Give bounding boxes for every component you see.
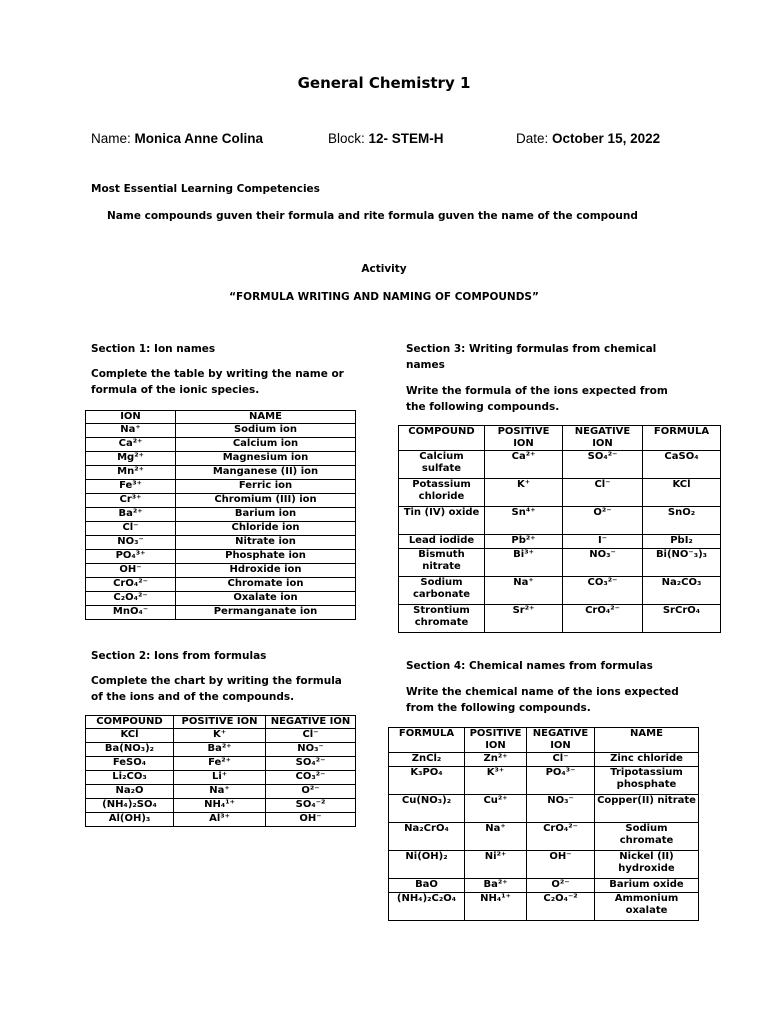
table-row: [389, 893, 699, 921]
table-cell: (NH₄)₂C₂O₄: [389, 893, 465, 921]
column-header: NEGATIVE ION: [563, 426, 643, 451]
table-cell: Cl⁻: [86, 522, 176, 536]
column-header: FORMULA: [389, 728, 465, 753]
date-value: October 15, 2022: [552, 131, 661, 146]
table-cell: CaSO₄: [643, 451, 721, 479]
column-header: NAME: [595, 728, 699, 753]
table-cell: K⁺: [174, 729, 266, 743]
table-cell: Chromium (III) ion: [176, 494, 356, 508]
table-cell: Ba²⁺: [86, 508, 176, 522]
table-cell: K³⁺: [465, 767, 527, 795]
table-row: [399, 577, 721, 605]
table-cell: K₃PO₄: [389, 767, 465, 795]
table-cell: Ba(NO₃)₂: [86, 743, 174, 757]
table-cell: Ni(OH)₂: [389, 851, 465, 879]
table-cell: NH₄¹⁺: [465, 893, 527, 921]
table-row: [389, 823, 699, 851]
table-cell: NO₃⁻: [563, 549, 643, 577]
section2-heading: Section 2: Ions from formulas: [91, 650, 267, 662]
column-header: POSITIVE ION: [465, 728, 527, 753]
column-header: NEGATIVE ION: [266, 716, 356, 729]
column-header: FORMULA: [643, 426, 721, 451]
table-cell: Oxalate ion: [176, 592, 356, 606]
section4-heading: Section 4: Chemical names from formulas: [406, 660, 653, 672]
table-cell: Na⁺: [465, 823, 527, 851]
block-label: Block:: [328, 131, 365, 146]
table-cell: Na₂CrO₄: [389, 823, 465, 851]
table-row: [86, 785, 356, 799]
section1-table: [85, 410, 356, 620]
table-cell: SrCrO₄: [643, 605, 721, 633]
section2-table: [85, 715, 356, 827]
table-cell: BaO: [389, 879, 465, 893]
table-cell: KCl: [86, 729, 174, 743]
table-cell: Ca²⁺: [86, 438, 176, 452]
table-cell: Ferric ion: [176, 480, 356, 494]
column-header: COMPOUND: [399, 426, 485, 451]
table-cell: K⁺: [485, 479, 563, 507]
table-cell: Na⁺: [86, 424, 176, 438]
table-cell: Na₂O: [86, 785, 174, 799]
table-cell: Tripotassium phosphate: [595, 767, 699, 795]
table-row: [399, 535, 721, 549]
student-block: [328, 131, 444, 146]
table-row: [399, 451, 721, 479]
table-row: [399, 479, 721, 507]
column-header: NEGATIVE ION: [527, 728, 595, 753]
competencies-heading: Most Essential Learning Competencies: [91, 183, 320, 195]
block-value: 12- STEM-H: [368, 131, 444, 146]
table-row: [86, 813, 356, 827]
table-cell: SnO₂: [643, 507, 721, 535]
table-cell: PbI₂: [643, 535, 721, 549]
table-row: [399, 549, 721, 577]
table-cell: Chloride ion: [176, 522, 356, 536]
column-header: POSITIVE ION: [174, 716, 266, 729]
table-cell: Permanganate ion: [176, 606, 356, 620]
table-cell: FeSO₄: [86, 757, 174, 771]
table-cell: Bismuth nitrate: [399, 549, 485, 577]
table-cell: Magnesium ion: [176, 452, 356, 466]
table-cell: Potassium chloride: [399, 479, 485, 507]
date-label: Date:: [516, 131, 549, 146]
table-cell: SO₄²⁻: [266, 757, 356, 771]
table-row: [389, 879, 699, 893]
table-cell: Calcium ion: [176, 438, 356, 452]
table-cell: Ammonium oxalate: [595, 893, 699, 921]
table-cell: MnO₄⁻: [86, 606, 176, 620]
column-header: POSITIVE ION: [485, 426, 563, 451]
table-cell: Mn²⁺: [86, 466, 176, 480]
table-cell: Sodium chromate: [595, 823, 699, 851]
table-row: [86, 578, 356, 592]
table-cell: Tin (IV) oxide: [399, 507, 485, 535]
table-cell: Sn⁴⁺: [485, 507, 563, 535]
column-header: NAME: [176, 411, 356, 424]
table-cell: OH⁻: [266, 813, 356, 827]
table-row: [86, 536, 356, 550]
table-row: [86, 466, 356, 480]
table-cell: O²⁻: [527, 879, 595, 893]
table-cell: Li⁺: [174, 771, 266, 785]
table-cell: Fe²⁺: [174, 757, 266, 771]
table-cell: Copper(II) nitrate: [595, 795, 699, 823]
table-row: [86, 729, 356, 743]
table-cell: Al(OH)₃: [86, 813, 174, 827]
table-row: [86, 743, 356, 757]
table-cell: Manganese (II) ion: [176, 466, 356, 480]
table-cell: Na⁺: [174, 785, 266, 799]
table-row: [389, 753, 699, 767]
table-row: [389, 795, 699, 823]
table-row: [86, 424, 356, 438]
table-cell: Sodium carbonate: [399, 577, 485, 605]
table-cell: Cl⁻: [266, 729, 356, 743]
table-row: [86, 592, 356, 606]
table-cell: Nitrate ion: [176, 536, 356, 550]
table-cell: CO₃²⁻: [563, 577, 643, 605]
table-row: [86, 438, 356, 452]
table-cell: Bi(NO⁻₃)₃: [643, 549, 721, 577]
section1-instructions: Complete the table by writing the name or formula of the ionic species.: [91, 368, 344, 396]
table-cell: Li₂CO₃: [86, 771, 174, 785]
table-cell: Sodium ion: [176, 424, 356, 438]
table-row: [86, 606, 356, 620]
table-row: [399, 605, 721, 633]
name-value: Monica Anne Colina: [134, 131, 264, 146]
table-cell: Mg²⁺: [86, 452, 176, 466]
table-row: [389, 767, 699, 795]
table-cell: Strontium chromate: [399, 605, 485, 633]
section2-instructions: Complete the chart by writing the formula of the ions and of the compounds.: [91, 675, 342, 703]
table-cell: Bi³⁺: [485, 549, 563, 577]
table-row: [86, 508, 356, 522]
table-cell: CrO₄²⁻: [563, 605, 643, 633]
column-header: COMPOUND: [86, 716, 174, 729]
table-row: [389, 851, 699, 879]
table-cell: SO₄⁻²: [266, 799, 356, 813]
table-row: [399, 507, 721, 535]
table-cell: SO₄²⁻: [563, 451, 643, 479]
activity-label: Activity: [361, 263, 407, 275]
table-cell: Ni²⁺: [465, 851, 527, 879]
table-row: [86, 494, 356, 508]
section3-instructions: Write the formula of the ions expected from the following compounds.: [406, 385, 668, 413]
table-cell: Barium ion: [176, 508, 356, 522]
section1-heading: Section 1: Ion names: [91, 343, 216, 355]
table-cell: C₂O₄⁻²: [527, 893, 595, 921]
table-cell: PO₄³⁺: [86, 550, 176, 564]
table-row: [86, 564, 356, 578]
table-cell: NO₃⁻: [266, 743, 356, 757]
table-cell: Barium oxide: [595, 879, 699, 893]
table-cell: Na₂CO₃: [643, 577, 721, 605]
table-cell: CO₃²⁻: [266, 771, 356, 785]
table-cell: PO₄³⁻: [527, 767, 595, 795]
table-cell: I⁻: [563, 535, 643, 549]
section3-table: [398, 425, 721, 633]
section4-table: [388, 727, 699, 921]
table-cell: OH⁻: [86, 564, 176, 578]
table-cell: Lead iodide: [399, 535, 485, 549]
table-cell: OH⁻: [527, 851, 595, 879]
table-row: [86, 771, 356, 785]
table-cell: Cu²⁺: [465, 795, 527, 823]
table-cell: Al³⁺: [174, 813, 266, 827]
table-cell: O²⁻: [266, 785, 356, 799]
document-date: [516, 131, 660, 146]
name-label: Name:: [91, 131, 131, 146]
document-title: General Chemistry 1: [297, 74, 471, 92]
table-cell: C₂O₄²⁻: [86, 592, 176, 606]
section3-heading: Section 3: Writing formulas from chemical names: [406, 343, 657, 371]
table-cell: CrO₄²⁻: [86, 578, 176, 592]
table-cell: Calcium sulfate: [399, 451, 485, 479]
student-name: [91, 131, 263, 146]
table-cell: Cu(NO₃)₂: [389, 795, 465, 823]
table-row: [86, 550, 356, 564]
table-row: [86, 799, 356, 813]
competencies-text: Name compounds guven their formula and rite formula guven the name of the compound: [107, 210, 638, 222]
table-row: [86, 480, 356, 494]
table-row: [86, 522, 356, 536]
table-cell: Ba²⁺: [174, 743, 266, 757]
table-cell: O²⁻: [563, 507, 643, 535]
table-cell: Nickel (II) hydroxide: [595, 851, 699, 879]
table-cell: Zn²⁺: [465, 753, 527, 767]
table-cell: Cl⁻: [527, 753, 595, 767]
table-cell: CrO₄²⁻: [527, 823, 595, 851]
table-cell: KCl: [643, 479, 721, 507]
table-cell: Sr²⁺: [485, 605, 563, 633]
activity-title: “FORMULA WRITING AND NAMING OF COMPOUNDS”: [229, 291, 539, 303]
table-cell: Ba²⁺: [465, 879, 527, 893]
table-cell: (NH₄)₂SO₄: [86, 799, 174, 813]
table-cell: ZnCl₂: [389, 753, 465, 767]
table-cell: Chromate ion: [176, 578, 356, 592]
table-cell: Na⁺: [485, 577, 563, 605]
table-cell: Zinc chloride: [595, 753, 699, 767]
table-cell: Pb²⁺: [485, 535, 563, 549]
table-row: [86, 757, 356, 771]
table-row: [86, 452, 356, 466]
table-cell: Hdroxide ion: [176, 564, 356, 578]
table-cell: Cl⁻: [563, 479, 643, 507]
table-cell: Fe³⁺: [86, 480, 176, 494]
section4-instructions: Write the chemical name of the ions expected from the following compounds.: [406, 686, 679, 714]
table-cell: Ca²⁺: [485, 451, 563, 479]
table-cell: Phosphate ion: [176, 550, 356, 564]
column-header: ION: [86, 411, 176, 424]
table-cell: Cr³⁺: [86, 494, 176, 508]
table-cell: NO₃⁻: [527, 795, 595, 823]
table-cell: NH₄¹⁺: [174, 799, 266, 813]
table-cell: NO₃⁻: [86, 536, 176, 550]
